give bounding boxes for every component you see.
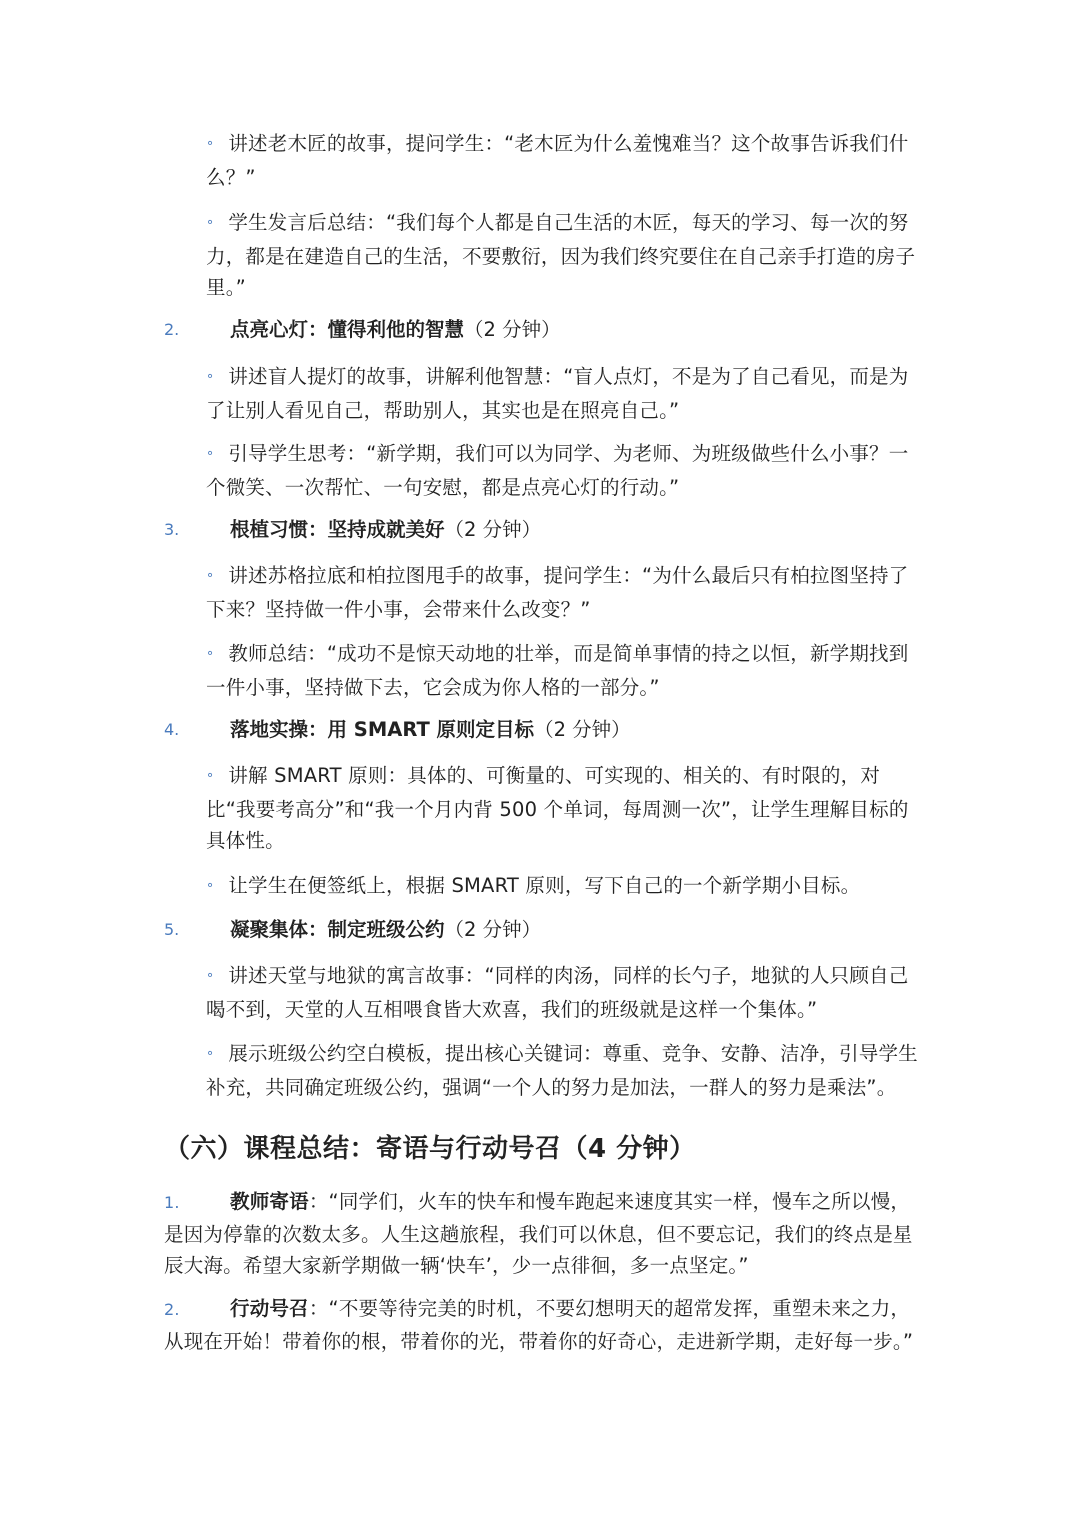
list-item xyxy=(206,560,918,625)
paragraph-number: 2. xyxy=(164,1300,180,1319)
bullet-icon: ∘ xyxy=(206,968,215,983)
bullet-icon: ∘ xyxy=(206,446,215,461)
list-item xyxy=(206,361,918,426)
list-item-text: 展示班级公约空白模板，提出核心关键词：尊重、竞争、安静、洁净，引导学生补充，共同确定班级公约，强调“一个人的努力是加法，一群人的努力是乘法”。 xyxy=(206,1042,918,1099)
list-item xyxy=(206,760,918,856)
section-number: 2. xyxy=(164,320,180,339)
bullet-icon: ∘ xyxy=(206,646,215,661)
bullet-icon: ∘ xyxy=(206,369,215,384)
section-title-wrap xyxy=(230,314,561,345)
bullet-icon: ∘ xyxy=(206,878,215,893)
list-item-text: 教师总结：“成功不是惊天动地的壮举，而是简单事情的持之以恒，新学期找到一件小事，坚持做下去，它会成为你人格的一部分。” xyxy=(206,642,909,699)
section-number: 3. xyxy=(164,520,180,539)
section-title: 点亮心灯：懂得利他的智慧 xyxy=(230,318,465,341)
list-item xyxy=(206,128,918,193)
section-title-wrap xyxy=(230,714,631,745)
bullet-icon: ∘ xyxy=(206,136,215,151)
list-item-text: 讲述老木匠的故事，提问学生：“老木匠为什么羞愧难当？这个故事告诉我们什么？” xyxy=(206,132,909,189)
paragraph-text: ：“不要等待完美的时机，不要幻想明天的超常发挥，重塑未来之力，从现在开始！带着你的根，带着你的光，带着你的好奇心，走进新学期，走好每一步。” xyxy=(164,1297,914,1353)
bullet-icon: ∘ xyxy=(206,568,215,583)
bullet-icon: ∘ xyxy=(206,768,215,783)
section-title: 根植习惯：坚持成就美好 xyxy=(230,518,445,541)
bullet-icon: ∘ xyxy=(206,1046,215,1061)
section-duration: （2 分钟） xyxy=(444,518,542,541)
list-item xyxy=(206,1038,918,1103)
section-number: 4. xyxy=(164,720,180,739)
section-number: 5. xyxy=(164,920,180,939)
list-item-text: 学生发言后总结：“我们每个人都是自己生活的木匠，每天的学习、每一次的努力，都是在建造自己的生活，不要敷衍，因为我们终究要住在自己亲手打造的房子里。” xyxy=(206,211,916,299)
summary-paragraph xyxy=(164,1186,916,1282)
paragraph-text: ：“同学们，火车的快车和慢车跑起来速度其实一样，慢车之所以慢，是因为停靠的次数太多。人生这趟旅程，我们可以休息，但不要忘记，我们的终点是星辰大海。希望大家新学期做一辆‘快车’，少一点徘徊，多一点坚定。” xyxy=(164,1190,913,1277)
paragraph-label: 教师寄语 xyxy=(230,1190,309,1213)
paragraph-number: 1. xyxy=(164,1193,180,1212)
list-item xyxy=(206,207,918,303)
list-item-text: 讲述天堂与地狱的寓言故事：“同样的肉汤，同样的长勺子，地狱的人只顾自己喝不到，天堂的人互相喂食皆大欢喜，我们的班级就是这样一个集体。” xyxy=(206,964,909,1021)
list-item-text: 让学生在便签纸上，根据 SMART 原则，写下自己的一个新学期小目标。 xyxy=(228,874,861,897)
list-item xyxy=(206,870,918,904)
section-title: 凝聚集体：制定班级公约 xyxy=(230,918,445,941)
section-title-wrap xyxy=(230,914,541,945)
section-duration: （2 分钟） xyxy=(444,918,542,941)
section-heading-main: （六）课程总结：寄语与行动号召（4 分钟） xyxy=(164,1134,696,1164)
list-item xyxy=(206,638,918,703)
section-title-wrap xyxy=(230,514,541,545)
list-item-text: 讲述盲人提灯的故事，讲解利他智慧：“盲人点灯，不是为了自己看见，而是为了让别人看见自己，帮助别人，其实也是在照亮自己。” xyxy=(206,365,909,422)
list-item-text: 引导学生思考：“新学期，我们可以为同学、为老师、为班级做些什么小事？一个微笑、一次帮忙、一句安慰，都是点亮心灯的行动。” xyxy=(206,442,909,499)
list-item xyxy=(206,438,918,503)
section-duration: （2 分钟） xyxy=(464,318,561,341)
section-title: 落地实操：用 SMART 原则定目标 xyxy=(230,718,535,741)
paragraph-label: 行动号召 xyxy=(230,1297,309,1320)
section-duration: （2 分钟） xyxy=(534,718,631,741)
list-item-text: 讲述苏格拉底和柏拉图甩手的故事，提问学生：“为什么最后只有柏拉图坚持了下来？坚持做一件小事，会带来什么改变？” xyxy=(206,564,909,621)
list-item-text: 讲解 SMART 原则：具体的、可衡量的、可实现的、相关的、有时限的，对比“我要考高分”和“我一个月内背 500 个单词，每周测一次”，让学生理解目标的具体性。 xyxy=(206,764,909,852)
bullet-icon: ∘ xyxy=(206,215,215,230)
summary-paragraph xyxy=(164,1293,916,1357)
list-item xyxy=(206,960,918,1025)
